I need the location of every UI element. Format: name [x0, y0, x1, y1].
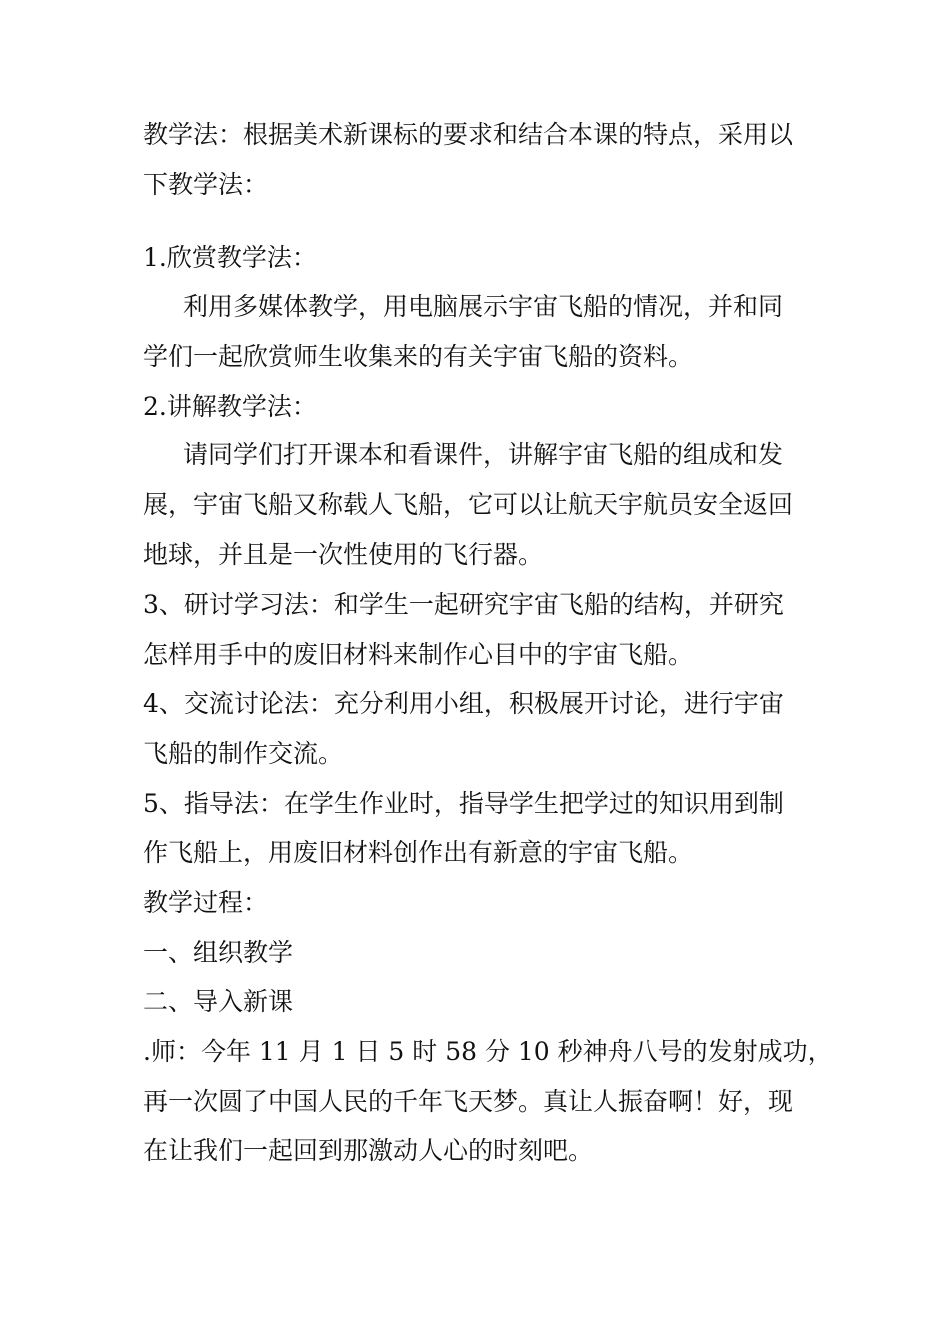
text-line-8: 展，宇宙飞船又称载人飞船，它可以让航天宇航员安全返回: [143, 490, 794, 519]
text-line-13: 飞船的制作交流。: [143, 739, 344, 768]
text-line-10: 3、研讨学习法：和学生一起研究宇宙飞船的结构，并研究: [143, 590, 784, 619]
text-line-15: 作飞船上，用废旧材料创作出有新意的宇宙飞船。: [143, 838, 694, 867]
text-line-5: 学们一起欣赏师生收集来的有关宇宙飞船的资料。: [143, 342, 694, 371]
text-line-2: 下教学法：: [143, 170, 269, 199]
text-line-4: 利用多媒体教学，用电脑展示宇宙飞船的情况，并和同: [183, 292, 784, 321]
text-line-17: 一、组织教学: [143, 938, 294, 967]
text-line-21: 在让我们一起回到那激动人心的时刻吧。: [143, 1136, 594, 1165]
text-line-6: 2.讲解教学法：: [143, 392, 317, 421]
text-line-12: 4、交流讨论法：充分利用小组，积极展开讨论，进行宇宙: [143, 689, 784, 718]
text-line-7: 请同学们打开课本和看课件，讲解宇宙飞船的组成和发: [183, 440, 784, 469]
text-line-16: 教学过程：: [143, 888, 269, 917]
text-line-11: 怎样用手中的废旧材料来制作心目中的宇宙飞船。: [143, 640, 694, 669]
text-line-1: 教学法：根据美术新课标的要求和结合本课的特点，采用以: [143, 120, 794, 149]
text-line-18: 二、导入新课: [143, 987, 294, 1016]
text-line-19: .师：今年 11 月 1 日 5 时 58 分 10 秒神舟八号的发射成功，: [143, 1037, 833, 1066]
text-line-9: 地球，并且是一次性使用的飞行器。: [143, 540, 544, 569]
text-line-14: 5、指导法：在学生作业时，指导学生把学过的知识用到制: [143, 789, 784, 818]
text-line-20: 再一次圆了中国人民的千年飞天梦。真让人振奋啊！好，现: [143, 1087, 794, 1116]
text-line-3: 1.欣赏教学法：: [143, 243, 317, 272]
